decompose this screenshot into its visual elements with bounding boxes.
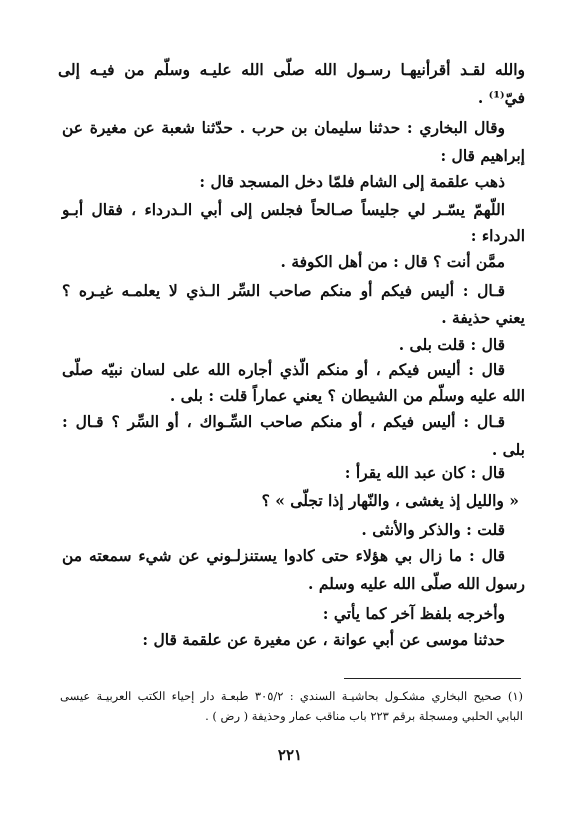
text-line-4: إبراهيم قال :: [440, 146, 525, 165]
text-line-15: بلى .: [491, 440, 525, 459]
text-line-10: يعني حذيفة .: [441, 308, 525, 327]
text-line-14: قـال : أليس فيكم ، أو منكم صاحب السِّـواك ، أو السِّر ؟ قـال :: [62, 412, 505, 431]
text-line-8: ممَّن أنت ؟ قال : من أهل الكوفة .: [280, 252, 505, 271]
text-line-7: الدرداء :: [470, 226, 525, 245]
text-line-6: اللّهمّ يسّـر لي جليساً صـالحاً فجلس إلى أبي الـدرداء ، فقال أبـو: [62, 200, 505, 219]
text-line-3: وقال البخاري : حدثنا سليمان بن حرب . حدّثنا شعبة عن مغيرة عن: [62, 118, 505, 137]
text-line-1: والله لقـد أقرأنيهـا رسـول الله صلّى الله عليـه وسلّم من فيـه إلى: [58, 60, 525, 79]
quran-quote-line: « والليل إذ يغشى ، والنّهار إذا تجلّى » ؟: [261, 491, 519, 510]
text-line-18: قلت : والذكر والأنثى .: [361, 520, 505, 539]
text-line-9: قـال : أليس فيكم أو منكم صاحب السِّر الـذي لا يعلمـه غيـره ؟: [62, 281, 505, 300]
text-line-11: قال : قلت بلى .: [398, 335, 505, 354]
text-line-21: وأخرجه بلفظ آخر كما يأتي :: [322, 604, 505, 623]
footnote-line-1: (١) صحيح البخاري مشكـول بحاشيـة السندي : ٣٠٥/٢ طبعـة دار إحياء الكتب العربيـة عيسى: [60, 689, 524, 703]
text-line-19: قال : ما زال بي هؤلاء حتى كادوا يستنزلـوني عن شيء سمعته من: [62, 546, 505, 565]
text-line-13: الله عليه وسلّم من الشيطان ؟ يعني عماراً قلت : بلى .: [169, 386, 525, 405]
text-line-22: حدثنا موسى عن أبي عوانة ، عن مغيرة عن علقمة قال :: [142, 630, 505, 649]
text-line-5: ذهب علقمة إلى الشام فلمّا دخل المسجد قال :: [199, 172, 505, 191]
text-line-2: فيّ⁽¹⁾ .: [477, 88, 525, 107]
text-line-12: قال : أليس فيكم ، أو منكم الّذي أجاره الله على لسان نبيّه صلّى: [62, 360, 505, 379]
text-line-20: رسول الله صلّى الله عليه وسلم .: [308, 574, 525, 593]
text-line-16: قال : كان عبد الله يقرأ :: [344, 463, 505, 482]
footnote-divider: [344, 678, 521, 679]
footnote-line-2: البابي الحلبي ومسجلة برقم ٢٢٣ باب مناقب عمار وحذيفة ( رض ) .: [205, 709, 523, 723]
page-number: ٢٢١: [277, 746, 303, 764]
